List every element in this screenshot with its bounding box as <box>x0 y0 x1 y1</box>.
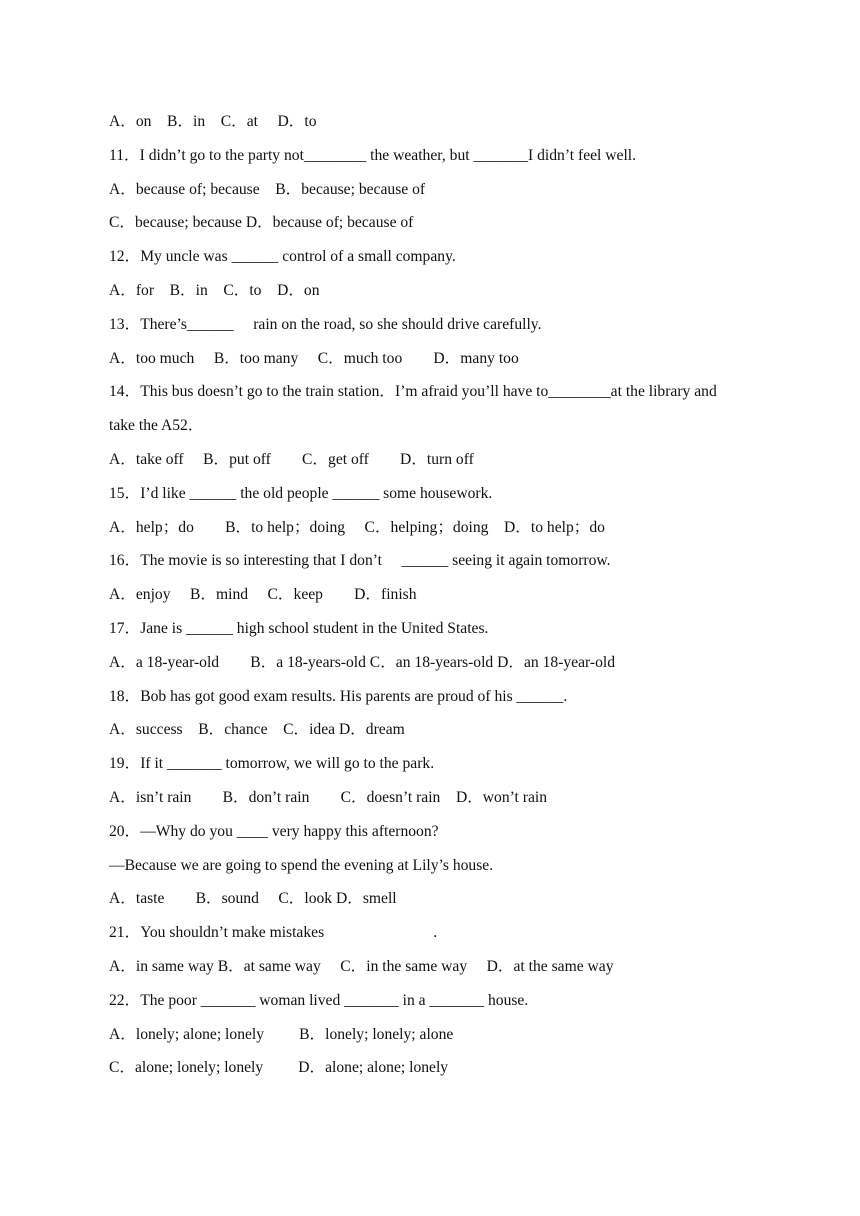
option-line: A．take off B．put off C．get off D．turn off <box>109 450 474 468</box>
option-line: A．enjoy B．mind C．keep D．finish <box>109 586 417 604</box>
question-20-continued: —Because we are going to spend the evening at Lily’s house. <box>109 856 494 874</box>
option-line: A．taste B．sound C．look D．smell <box>109 890 397 908</box>
question-15: 15．I’d like ______ the old people ______ some housework. <box>109 484 493 502</box>
question-17: 17．Jane is ______ high school student in the United States. <box>109 619 489 637</box>
option-line: A．a 18-year-old B．a 18-years-old C．an 18-years-old D．an 18-year-old <box>109 653 616 671</box>
question-13: 13．There’s______ rain on the road, so she should drive carefully. <box>109 315 542 333</box>
question-18: 18．Bob has got good exam results. His parents are proud of his ______. <box>109 687 568 705</box>
question-14: 14．This bus doesn’t go to the train station．I’m afraid you’ll have to________at the library and <box>109 383 717 401</box>
option-line: A．because of; because B．because; because of <box>109 180 426 198</box>
question-16: 16．The movie is so interesting that I don’t ______ seeing it again tomorrow. <box>109 552 611 570</box>
option-line: A．success B．chance C．idea D．dream <box>109 721 405 739</box>
option-line: A．isn’t rain B．don’t rain C．doesn’t rain D．won’t rain <box>109 788 548 806</box>
question-12: 12．My uncle was ______ control of a small company. <box>109 248 456 266</box>
option-line: A．lonely; alone; lonely B．lonely; lonely; alone <box>109 1025 454 1043</box>
question-22: 22．The poor _______ woman lived _______ in a _______ house. <box>109 991 529 1009</box>
option-line: C．alone; lonely; lonely D．alone; alone; lonely <box>109 1059 449 1077</box>
question-20: 20．—Why do you ____ very happy this afternoon? <box>109 822 439 840</box>
question-14-continued: take the A52． <box>109 417 204 435</box>
option-line: A．too much B．too many C．much too D．many too <box>109 349 519 367</box>
option-line: A．in same way B．at same way C．in the same way D．at the same way <box>109 957 614 975</box>
option-line: A．help；do B．to help；doing C．helping；doing D．to help；do <box>109 518 605 536</box>
option-line: A．for B．in C．to D．on <box>109 281 320 299</box>
option-line: C．because; because D．because of; because of <box>109 214 414 232</box>
question-text <box>109 111 809 1091</box>
question-19: 19．If it _______ tomorrow, we will go to the park. <box>109 755 435 773</box>
question-11: 11．I didn’t go to the party not________ the weather, but _______I didn’t feel well. <box>109 146 637 164</box>
option-line: A．on B．in C．at D．to <box>109 113 317 130</box>
question-21: 21．You shouldn’t make mistakes . <box>109 924 438 942</box>
